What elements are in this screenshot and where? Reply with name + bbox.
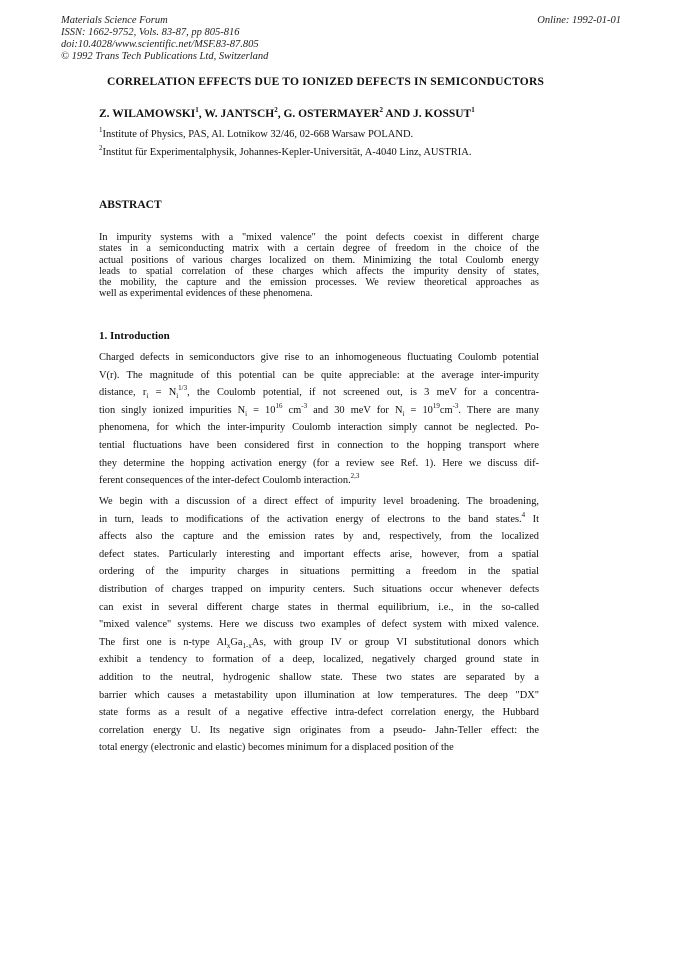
abstract-line: states in a semiconducting matrix with a certain degree of freedom in the choice of the [99, 243, 539, 255]
text-line: in turn, leads to modifications of the activation energy of electrons to the band states.$^4$ It [99, 510, 539, 525]
text-line: distance, $r_i = N_i^{1/3}$, the Coulomb potential, if not screened out, is 3 meV for a concentra- [99, 384, 539, 401]
abstract-line: the mobility, the capture and the emission processes. We review theoretical approaches as [99, 277, 539, 289]
text-line: exhibit a tendency to formation of a deep, localized, negatively charged ground state in [99, 654, 539, 666]
text-line: tion singly ionized impurities $N_i = 10^{16}$ $cm^{-3}$ and 30 meV for $N_i = 10^{19}cm^{-3}$. There are many [99, 401, 540, 418]
text-line: tential fluctuations have been considered first in connection to the hopping transport where [99, 439, 539, 451]
text-line: "mixed valence" systems. Here we discuss two examples of defect system with mixed valence. [99, 619, 539, 631]
affiliation-marker: 2 [99, 144, 103, 152]
author-name: , W. JANTSCH [198, 108, 275, 120]
text-line: phenomena, for which the inter-impurity Coulomb interaction simply cannot be neglected. Po- [99, 422, 539, 434]
text-line: barrier which causes a metastability upon illumination at low temperatures. The deep "DX" [99, 689, 539, 701]
affiliation-text: Institut für Experimentalphysik, Johannes-Kepler-Universität, A-4040 Linz, AUSTRIA. [102, 147, 472, 158]
text-line: Charged defects in semiconductors give rise to an inhomogeneous fluctuating Coulomb potential [99, 352, 539, 363]
copyright-line: © 1992 Trans Tech Publications Ltd, Switzerland [61, 51, 269, 62]
affiliation-marker: 1 [195, 106, 199, 114]
affiliation-marker: 2 [379, 106, 384, 114]
affiliation-marker: 1 [99, 126, 103, 134]
paragraph-2 [99, 493, 539, 757]
author-name: , G. OSTERMAYER [277, 108, 380, 120]
text-line: correlation energy U. Its negative sign originates from a pseudo- Jahn-Teller effect: the [99, 724, 539, 736]
abstract-line: actual positions of various charges localized on them. Minimizing the total Coulomb energy [99, 254, 539, 266]
paragraph-1 [99, 349, 539, 490]
text-line: ordering of the impurity charges in situations permitting a freedom in the spatial [99, 566, 539, 578]
author-name: AND J. KOSSUT [383, 108, 472, 120]
abstract-line: leads to spatial correlation of these charges which affects the impurity density of states, [99, 265, 539, 277]
online-date: Online: 1992-01-01 [537, 15, 621, 26]
affiliation-marker: 2 [274, 106, 278, 114]
text-line: We begin with a discussion of a direct effect of impurity level broadening. The broadening, [99, 496, 539, 507]
abstract-body [99, 232, 539, 300]
text-line: V(r). The magnitude of this potential can be quite appreciable: at the average inter-impurity [99, 369, 539, 381]
abstract-heading: ABSTRACT [99, 199, 162, 211]
issn-line: ISSN: 1662-9752, Vols. 83-87, pp 805-816 [61, 27, 240, 38]
affiliation-text: Institute of Physics, PAS, Al. Lotnikow 32/46, 02-668 Warsaw POLAND. [102, 129, 414, 140]
affiliation-2 [99, 144, 472, 158]
text-line: they determine the hopping activation energy (for a review see Ref. 1). Here we discuss dif- [99, 457, 539, 469]
paper-title: CORRELATION EFFECTS DUE TO IONIZED DEFECTS IN SEMICONDUCTORS [107, 76, 545, 88]
journal-name: Materials Science Forum [61, 15, 168, 26]
doi-line: doi:10.4028/www.scientific.net/MSF.83-87.805 [61, 39, 259, 50]
text-line: distribution of charges trapped on impurity centers. Such situations occur whenever defects [99, 583, 539, 595]
text-line: can exist in several different charge states in thermal equilibrium, i.e., in the so-called [99, 601, 539, 613]
text-line: addition to the neutral, hydrogenic shallow state. These two states are separated by a [99, 671, 539, 683]
text-line: total energy (electronic and elastic) becomes minimum for a displaced position of the [99, 742, 454, 754]
abstract-line: In impurity systems with a "mixed valence" the point defects coexist in different charge [99, 232, 539, 243]
affiliation-marker: 1 [471, 106, 475, 114]
text-line: The first one is n-type $Al_xGa_{1-x}As$, with group IV or group VI substitutional donors which [99, 636, 539, 650]
affiliation-1 [99, 126, 414, 140]
text-line: defect states. Particularly interesting and important effects arise, however, from a spatial [99, 548, 539, 560]
text-line: state forms as a result of a negative effective intra-defect correlation energy, the Hubbard [99, 707, 539, 719]
abstract-line: well as experimental evidences of these phenomena. [99, 288, 313, 300]
text-line: ferent consequences of the inter-defect Coulomb interaction.$^{2,3}$ [99, 472, 360, 487]
author-list [99, 108, 475, 120]
author-name: Z. WILAMOWSKI [99, 108, 196, 120]
text-line: affects also the capture and the emission rates by and, respectively, from the localized [99, 531, 539, 543]
section-heading-introduction: 1. Introduction [99, 330, 170, 342]
